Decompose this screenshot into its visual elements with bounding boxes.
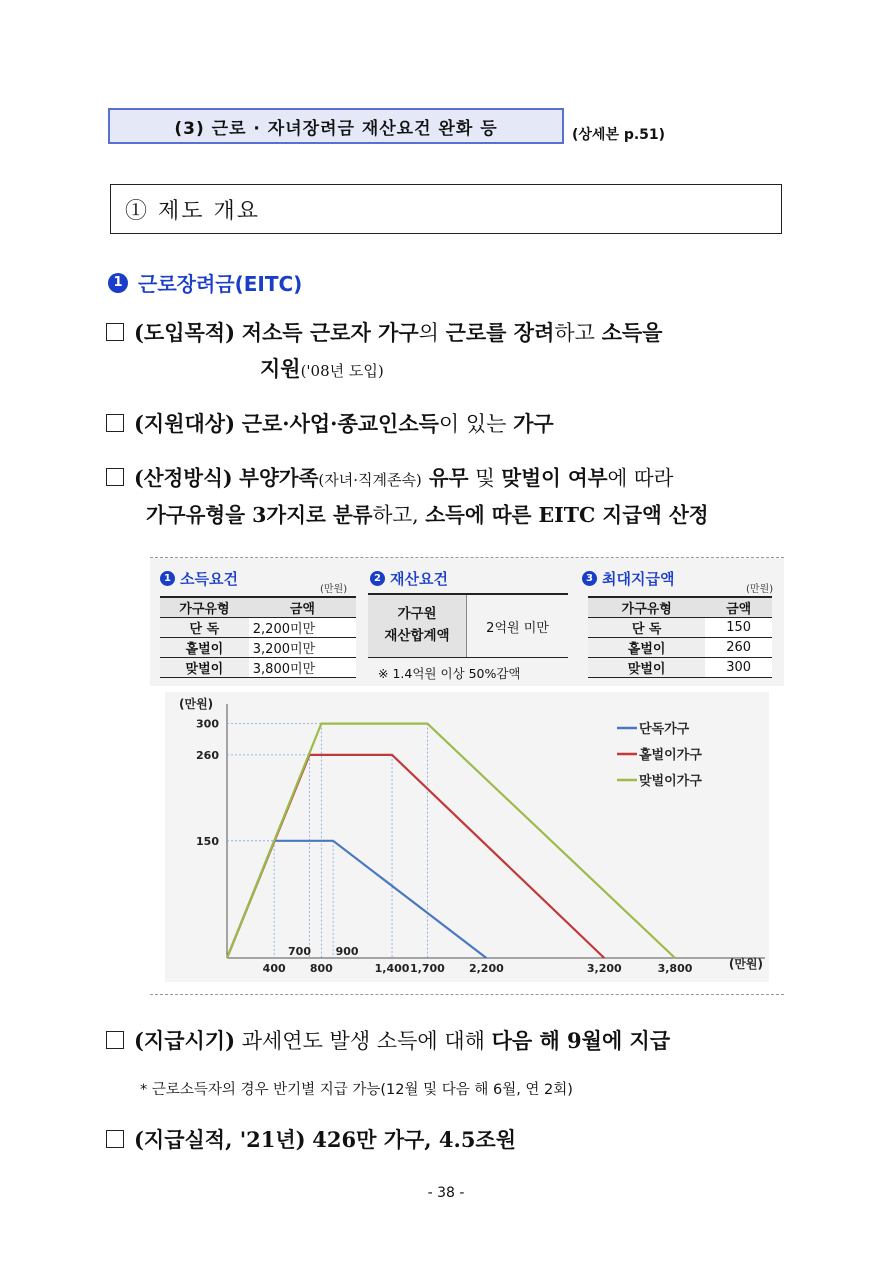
purpose-tag: (도입목적) — [134, 320, 236, 345]
asset-value: 2억원 미만 — [466, 595, 568, 657]
x-tick-label: 700 — [288, 945, 312, 958]
timing-text-1: 과세연도 발생 소득에 대해 — [241, 1029, 492, 1053]
asset-label: 가구원 재산합계액 — [368, 595, 466, 657]
timing-note: * 근로소득자의 경우 반기별 지급 가능(12월 및 다음 해 6월, 연 2회) — [140, 1082, 573, 1098]
method-text-8: 하고, — [372, 503, 426, 527]
table-cell: 단 독 — [160, 618, 249, 638]
table-cell: 홑벌이 — [160, 638, 249, 658]
number-badge: 1 — [160, 571, 175, 586]
table-cell: 3,800미만 — [249, 658, 356, 678]
max-title — [582, 568, 674, 589]
purpose-text-4: 하고 — [554, 321, 602, 345]
method-text-2: (자녀·직계존속) — [318, 471, 422, 489]
x-tick-label: 800 — [309, 962, 333, 975]
table-cell: 단 독 — [588, 618, 705, 638]
purpose-text-2: 의 — [418, 321, 446, 345]
overview-title: ① 제도 개요 — [110, 184, 782, 234]
method-text-4: 및 — [468, 466, 502, 490]
x-tick-label: 400 — [262, 962, 286, 975]
result-tag: (지급실적, '21년) — [134, 1127, 306, 1152]
detail-reference: (상세본 p.51) — [572, 127, 666, 143]
legend-label: 단독가구 — [639, 722, 690, 737]
section-title: (3) 근로 · 자녀장려금 재산요건 완화 등 — [108, 108, 564, 144]
checkbox-icon — [106, 414, 124, 432]
page-number: - 38 - — [427, 1185, 465, 1201]
number-badge: 2 — [370, 571, 385, 586]
target-text-2: 이 있는 — [438, 412, 514, 436]
result-item — [106, 1127, 516, 1153]
result-text-1: 426만 가구, 4.5조원 — [312, 1127, 516, 1152]
income-title-label: 소득요건 — [180, 570, 238, 588]
x-tick-label: 900 — [335, 945, 359, 958]
max-condition — [572, 558, 784, 686]
max-unit: (만원) — [746, 584, 774, 595]
x-tick-label: 3,800 — [657, 962, 693, 975]
table-header: 가구유형 — [588, 597, 705, 618]
checkbox-icon — [106, 323, 124, 341]
eitc-heading — [108, 268, 302, 297]
target-item — [106, 411, 554, 437]
asset-box — [368, 593, 568, 658]
timing-text-2: 다음 해 9월에 지급 — [491, 1028, 671, 1053]
x-tick-label: 1,400 — [374, 962, 410, 975]
asset-note: ※ 1.4억원 이상 50%감액 — [378, 666, 521, 681]
checkbox-icon — [106, 468, 124, 486]
timing-tag: (지급시기) — [134, 1028, 236, 1053]
table-cell: 300 — [705, 658, 772, 678]
method-text-5: 맞벌이 여부 — [501, 466, 608, 490]
table-cell: 150 — [705, 618, 772, 638]
eitc-heading-label: 근로장려금(EITC) — [138, 272, 303, 296]
eitc-chart — [165, 692, 769, 982]
target-text-1: 근로·사업·종교인소득 — [241, 411, 439, 436]
table-header: 가구유형 — [160, 597, 249, 618]
purpose-text-6: 지원 — [260, 356, 301, 381]
method-text-6: 에 따라 — [607, 466, 674, 490]
legend-label: 맞벌이가구 — [639, 774, 702, 789]
purpose-text-1: 저소득 근로자 가구 — [241, 320, 419, 345]
method-item-cont — [146, 503, 709, 529]
table-cell: 홑벌이 — [588, 638, 705, 658]
target-tag: (지원대상) — [134, 411, 236, 436]
x-axis-label: (만원) — [728, 957, 763, 971]
eitc-figure — [150, 557, 784, 995]
checkbox-icon — [106, 1130, 124, 1148]
purpose-item — [106, 320, 662, 346]
method-text-7: 가구유형을 3가지로 분류 — [146, 503, 373, 527]
number-badge: 1 — [108, 273, 128, 293]
checkbox-icon — [106, 1031, 124, 1049]
y-axis-label: (만원) — [179, 697, 214, 711]
timing-item — [106, 1028, 670, 1054]
method-text-1: 부양가족 — [239, 466, 319, 490]
x-tick-label: 3,200 — [586, 962, 622, 975]
method-text-3: 유무 — [421, 466, 469, 490]
method-tag: (산정방식) — [134, 466, 233, 490]
purpose-text-5: 소득을 — [601, 320, 663, 345]
table-cell: 260 — [705, 638, 772, 658]
y-tick-label: 260 — [196, 748, 219, 762]
max-table — [588, 596, 772, 678]
y-tick-label: 150 — [196, 834, 219, 848]
income-unit: (만원) — [320, 584, 348, 595]
method-item — [106, 466, 673, 492]
y-tick-label: 300 — [196, 717, 219, 731]
asset-title-label: 재산요건 — [390, 570, 448, 588]
table-header: 금액 — [249, 597, 356, 618]
number-badge: 3 — [582, 571, 597, 586]
x-tick-label: 1,700 — [410, 962, 445, 975]
asset-title — [370, 568, 448, 589]
purpose-item-cont — [260, 356, 384, 382]
table-cell: 맞벌이 — [160, 658, 249, 678]
method-text-9: 소득에 따른 EITC 지급액 산정 — [425, 503, 709, 527]
table-header: 금액 — [705, 597, 772, 618]
table-cell: 3,200미만 — [249, 638, 356, 658]
legend-label: 홑벌이가구 — [639, 748, 702, 763]
target-text-3: 가구 — [513, 411, 554, 436]
table-cell: 2,200미만 — [249, 618, 356, 638]
table-cell: 맞벌이 — [588, 658, 705, 678]
x-tick-label: 2,200 — [468, 962, 504, 975]
purpose-text-3: 근로를 장려 — [445, 320, 555, 345]
purpose-text-7: ('08년 도입) — [300, 362, 384, 380]
max-title-label: 최대지급액 — [602, 570, 675, 588]
